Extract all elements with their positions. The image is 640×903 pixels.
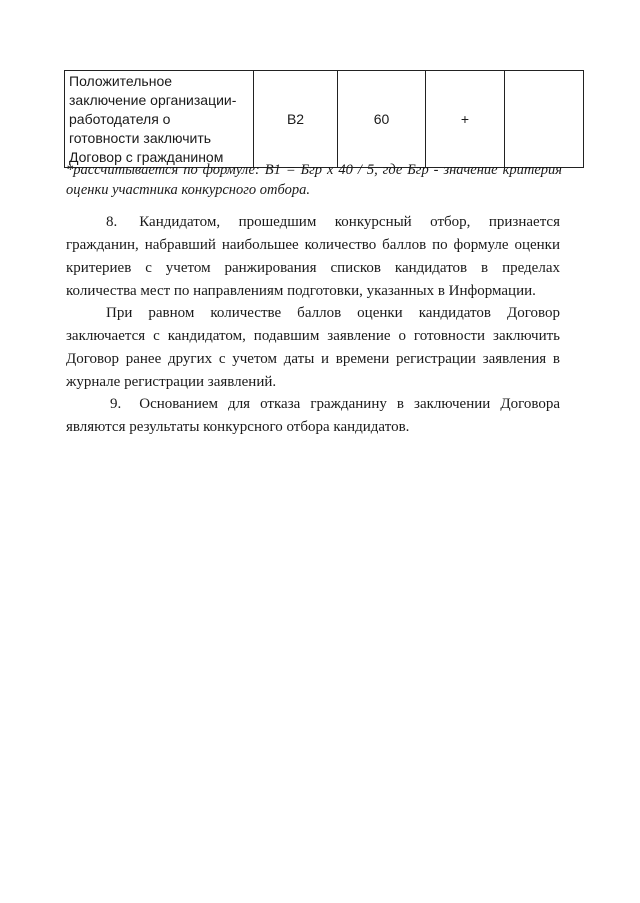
criterion-code-cell: В2 [254,71,338,168]
paragraph-8-number: 8. [106,214,118,230]
criterion-name-cell: Положительное заключение организации- работодателя о готовности заключить Договор с гражданином [65,71,254,168]
criterion-score-cell: 60 [338,71,426,168]
paragraph-9 [66,393,560,439]
paragraph-equal-score-text: При равном количестве баллов оценки кандидатов Договор заключается с кандидатом, подавшим заявление о готовности заключить Договор ранее других с учетом даты и времени регистрации заявления в журнале регистрации заявлений. [66,305,560,390]
table-row [65,71,584,168]
table-footnote: *рассчитывается по формуле: В1 = Бгр х 40 / 5, где Бгр - значение критерия оценки участника конкурсного отбора. [66,162,562,198]
paragraph-8-text: Кандидатом, прошедшим конкурсный отбор, признается гражданин, набравший наибольшее количество баллов по формуле оценки критериев с учетом ранжирования списков кандидатов в пределах количества мест по направлениям подготовки, указанных в Информации. [66,214,560,299]
paragraph-equal-score [66,302,560,394]
criteria-table [64,70,584,168]
criterion-empty-cell [505,71,584,168]
criterion-mark-cell: + [426,71,505,168]
paragraph-9-text: Основанием для отказа гражданину в заключении Договора являются результаты конкурсного отбора кандидатов. [66,396,560,435]
paragraph-9-number: 9. [110,396,122,412]
paragraph-8 [66,211,560,303]
